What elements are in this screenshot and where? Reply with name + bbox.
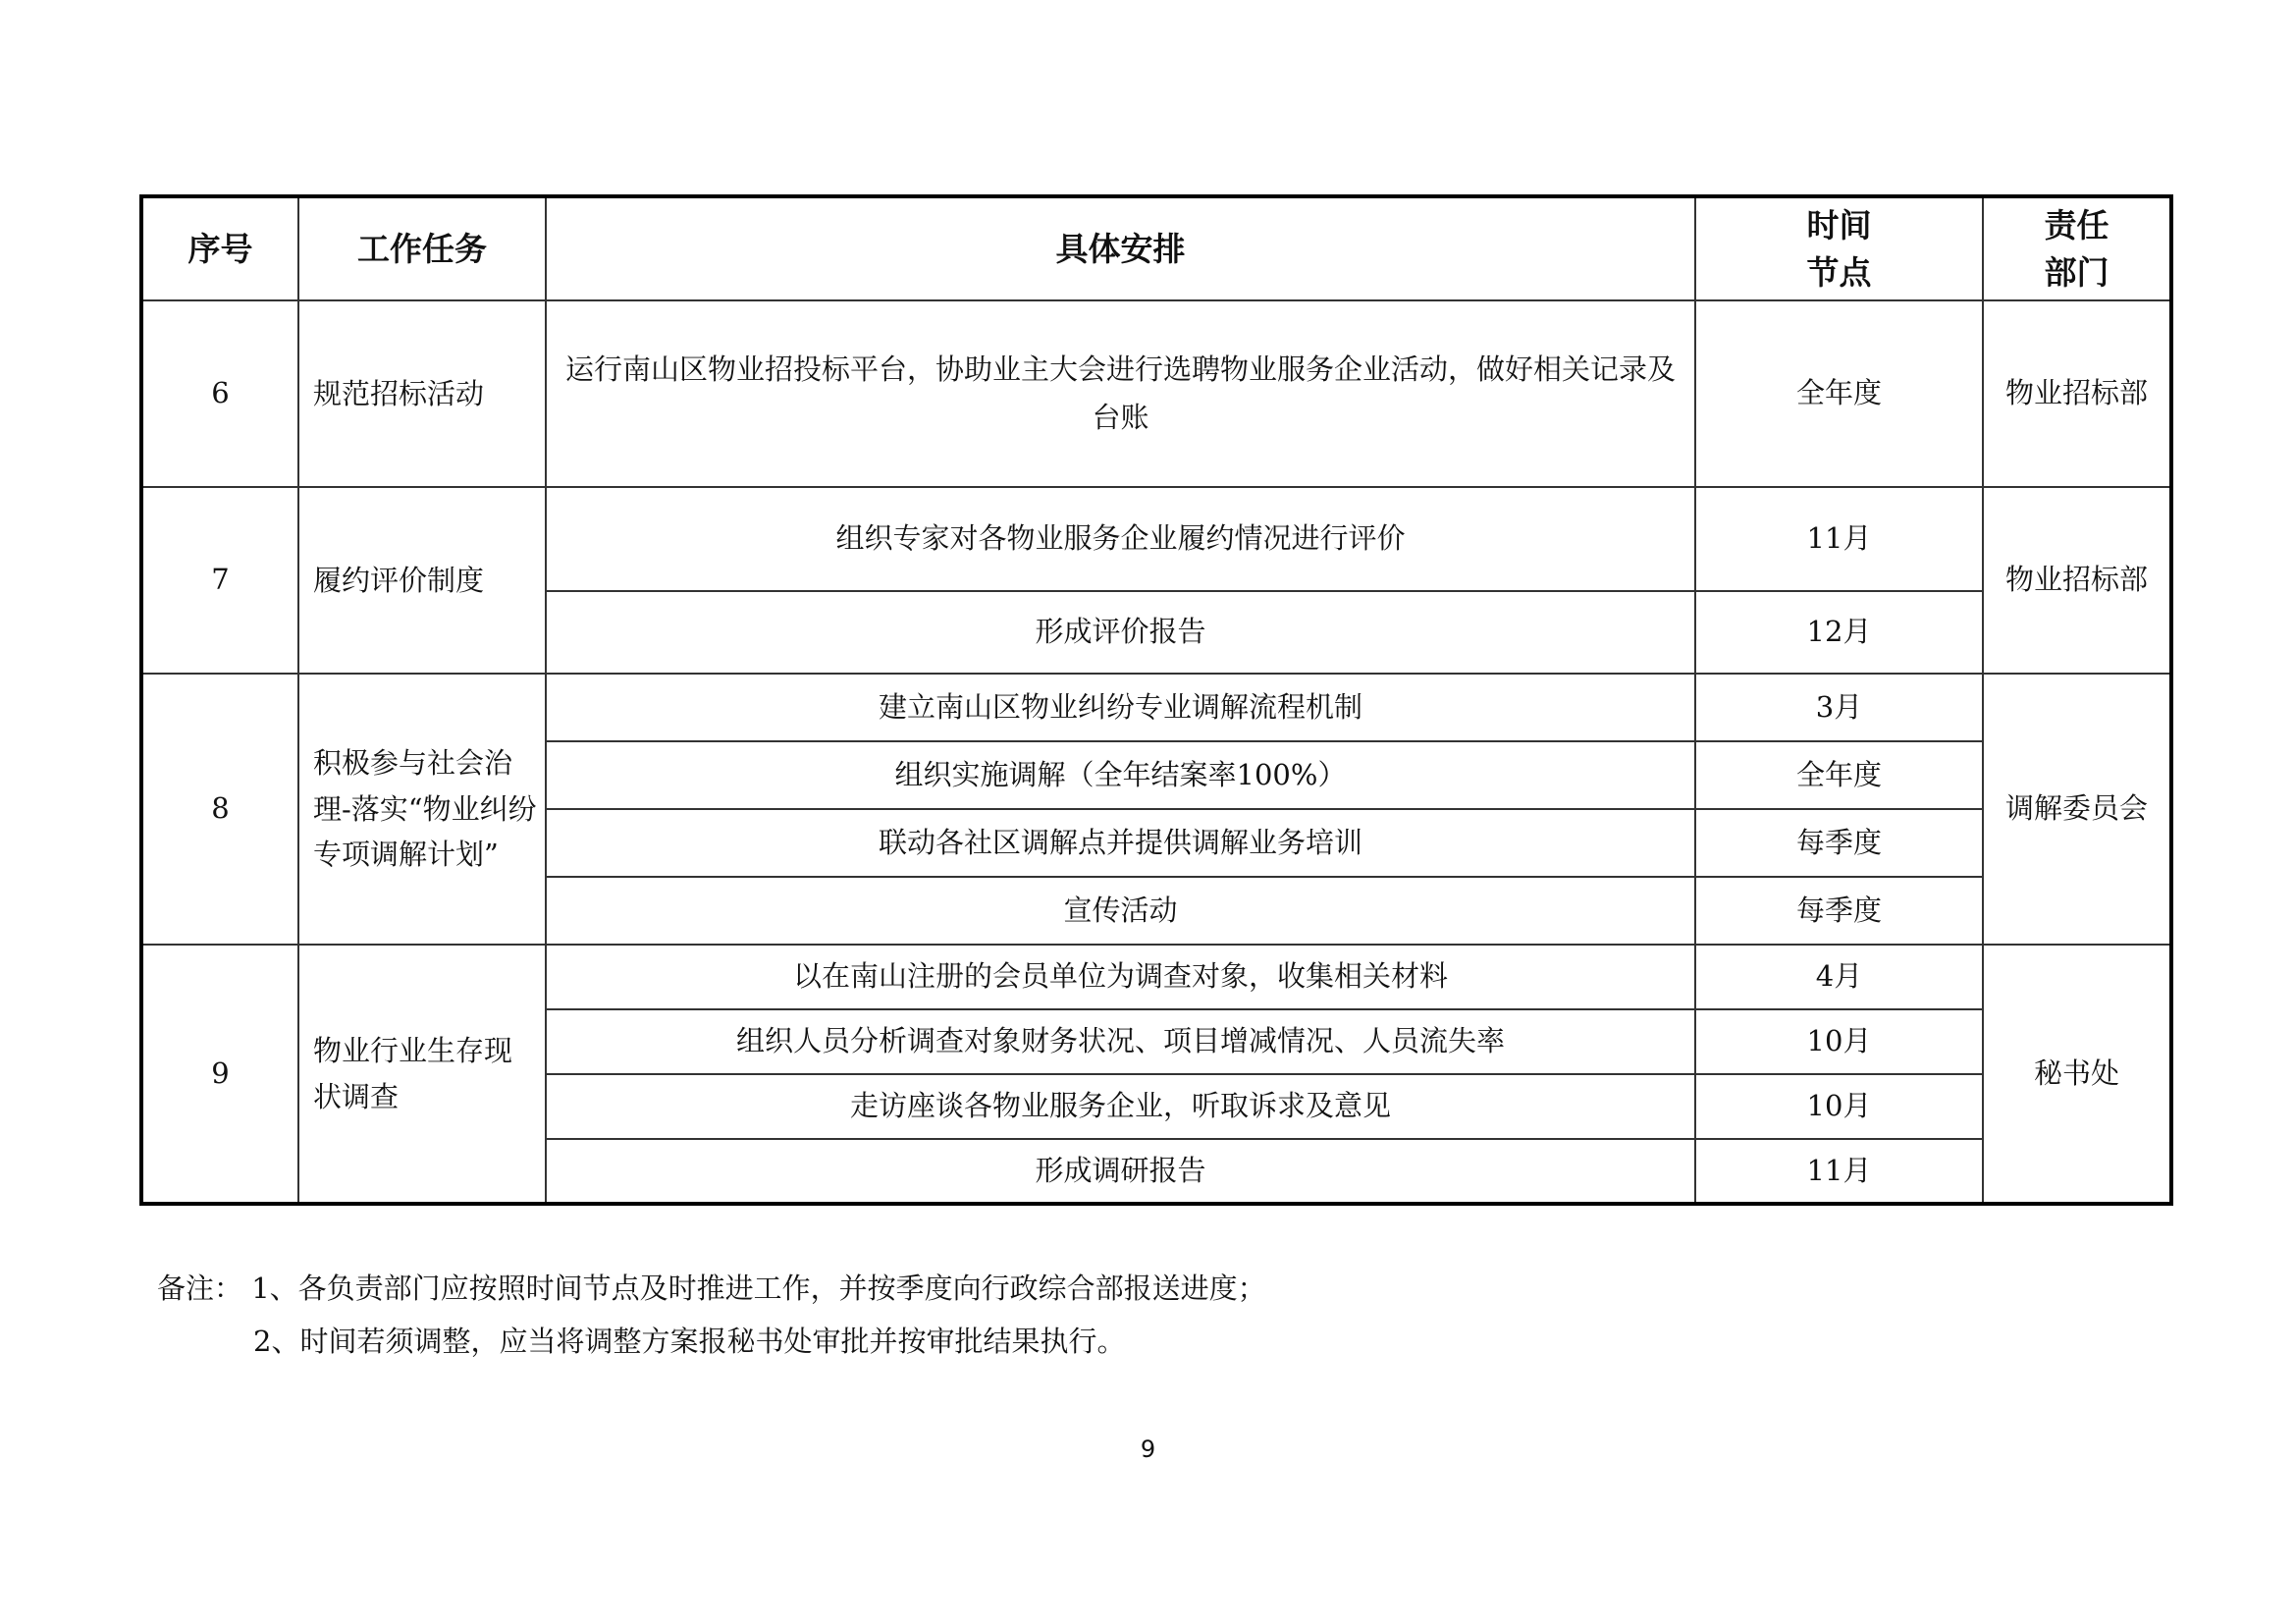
page-number: 9 xyxy=(1140,1435,1156,1463)
row-arrangement: 组织实施调解（全年结案率100%） xyxy=(546,741,1695,809)
table-row xyxy=(141,300,2171,487)
row-time: 11月 xyxy=(1695,1139,1983,1204)
work-plan-table xyxy=(139,194,2173,1206)
row-arrangement: 组织人员分析调查对象财务状况、项目增减情况、人员流失率 xyxy=(546,1009,1695,1074)
header-time-line2: 节点 xyxy=(1806,252,1872,292)
row-arrangement: 联动各社区调解点并提供调解业务培训 xyxy=(546,809,1695,877)
row-task: 物业行业生存现状调查 xyxy=(298,945,546,1204)
row-time: 全年度 xyxy=(1695,300,1983,487)
header-dept-line1: 责任 xyxy=(2044,205,2109,244)
row-dept: 秘书处 xyxy=(1983,945,2171,1204)
row-arrangement: 走访座谈各物业服务企业，听取诉求及意见 xyxy=(546,1074,1695,1139)
row-task: 规范招标活动 xyxy=(298,300,546,487)
row-time: 全年度 xyxy=(1695,741,1983,809)
row-arrangement: 形成调研报告 xyxy=(546,1139,1695,1204)
table-header-row xyxy=(141,196,2171,300)
row-task: 积极参与社会治理-落实“物业纠纷专项调解计划” xyxy=(298,674,546,945)
row-seq: 9 xyxy=(141,945,298,1204)
row-seq: 7 xyxy=(141,487,298,674)
row-time: 4月 xyxy=(1695,945,1983,1009)
table-row xyxy=(141,945,2171,1009)
row-time: 每季度 xyxy=(1695,809,1983,877)
row-dept: 物业招标部 xyxy=(1983,300,2171,487)
row-task: 履约评价制度 xyxy=(298,487,546,674)
row-time: 10月 xyxy=(1695,1009,1983,1074)
row-seq: 8 xyxy=(141,674,298,945)
row-arrangement: 形成评价报告 xyxy=(546,591,1695,674)
row-arrangement: 组织专家对各物业服务企业履约情况进行评价 xyxy=(546,487,1695,591)
row-arrangement: 运行南山区物业招投标平台，协助业主大会进行选聘物业服务企业活动，做好相关记录及台账 xyxy=(546,300,1695,487)
header-time-line1: 时间 xyxy=(1806,205,1872,244)
header-time xyxy=(1695,196,1983,300)
header-dept xyxy=(1983,196,2171,300)
table-row xyxy=(141,487,2171,591)
row-time: 10月 xyxy=(1695,1074,1983,1139)
row-time: 每季度 xyxy=(1695,877,1983,945)
header-task: 工作任务 xyxy=(298,196,546,300)
header-seq: 序号 xyxy=(141,196,298,300)
note-line-2: 2、时间若须调整，应当将调整方案报秘书处审批并按审批结果执行。 xyxy=(253,1325,1126,1358)
row-time: 12月 xyxy=(1695,591,1983,674)
note-line-1: 备注： 1、各负责部门应按照时间节点及时推进工作，并按季度向行政综合部报送进度； xyxy=(157,1272,1266,1305)
header-arrangement: 具体安排 xyxy=(546,196,1695,300)
header-dept-line2: 部门 xyxy=(2044,252,2109,292)
row-seq: 6 xyxy=(141,300,298,487)
row-time: 3月 xyxy=(1695,674,1983,741)
row-time: 11月 xyxy=(1695,487,1983,591)
table-row xyxy=(141,674,2171,741)
row-arrangement: 以在南山注册的会员单位为调查对象，收集相关材料 xyxy=(546,945,1695,1009)
notes xyxy=(157,1262,1266,1368)
row-arrangement: 宣传活动 xyxy=(546,877,1695,945)
row-arrangement: 建立南山区物业纠纷专业调解流程机制 xyxy=(546,674,1695,741)
row-dept: 调解委员会 xyxy=(1983,674,2171,945)
row-dept: 物业招标部 xyxy=(1983,487,2171,674)
